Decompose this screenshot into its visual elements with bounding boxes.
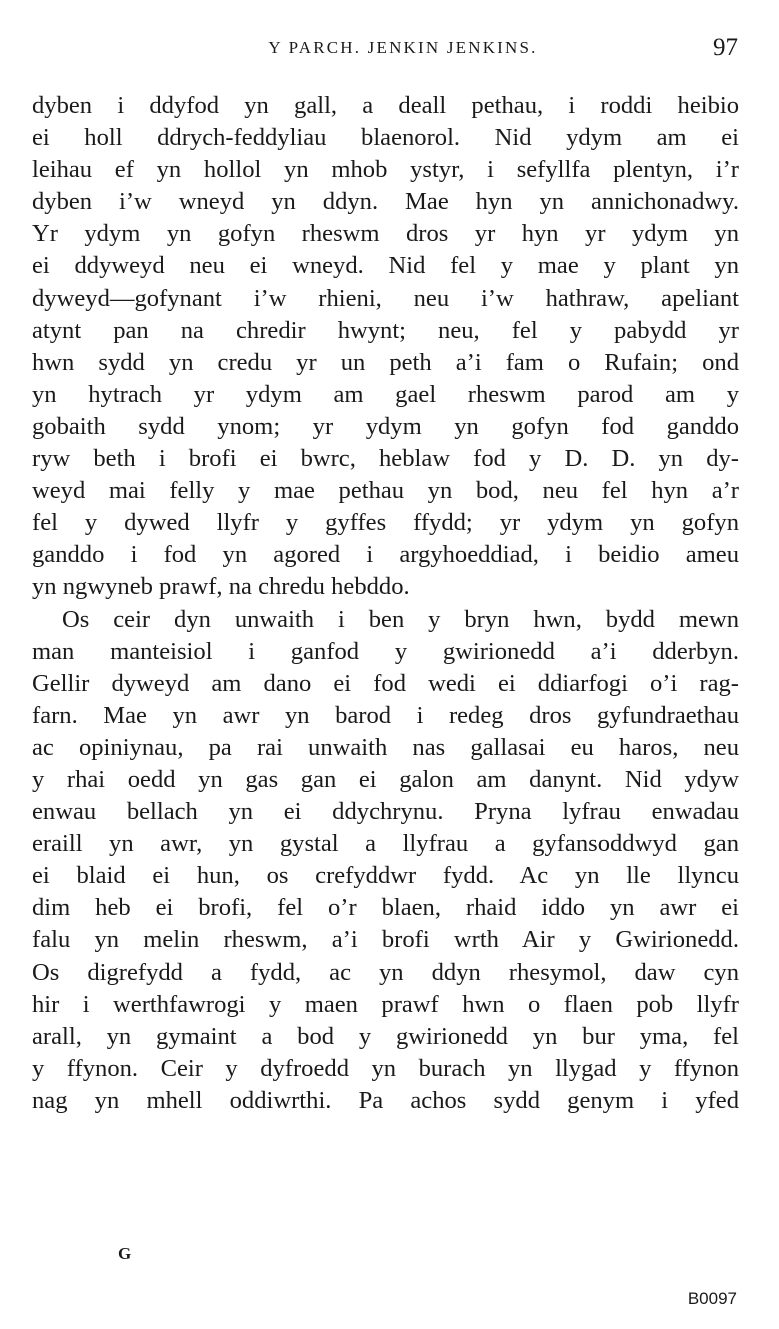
running-title: Y PARCH. JENKIN JENKINS. <box>268 38 538 57</box>
text-line: farn. Mae yn awr yn barod i redeg dros gyfundraethau <box>32 701 739 729</box>
text-line: fel y dywed llyfr y gyffes ffydd; yr ydym yn gofyn <box>32 509 739 537</box>
page-number: 97 <box>713 34 738 61</box>
text-line: falu yn melin rheswm, a’i brofi wrth Air y Gwirionedd. <box>32 926 739 954</box>
text-line: nag yn mhell oddiwrthi. Pa achos sydd genym i yfed <box>32 1086 739 1114</box>
text-line: gobaith sydd ynom; yr ydym yn gofyn fod ganddo <box>32 412 739 440</box>
text-line: eraill yn awr, yn gystal a llyfrau a gyfansoddwyd gan <box>32 830 739 858</box>
text-line: ryw beth i brofi ei bwrc, heblaw fod y D. D. yn dy- <box>32 445 739 473</box>
body-text <box>32 90 739 1117</box>
text-line: y ffynon. Ceir y dyfroedd yn burach yn llygad y ffynon <box>32 1054 739 1082</box>
paragraph <box>32 90 739 604</box>
catalog-id: B0097 <box>687 1289 737 1308</box>
text-line: ac opiniynau, pa rai unwaith nas gallasai eu haros, neu <box>32 733 739 761</box>
text-line: hir i werthfawrogi y maen prawf hwn o flaen pob llyfr <box>32 990 739 1018</box>
text-line: dim heb ei brofi, fel o’r blaen, rhaid iddo yn awr ei <box>32 894 739 922</box>
text-line: yn hytrach yr ydym am gael rheswm parod am y <box>32 380 739 408</box>
text-line: weyd mai felly y mae pethau yn bod, neu fel hyn a’r <box>32 477 739 505</box>
text-line: dyben i’w wneyd yn ddyn. Mae hyn yn annichonadwy. <box>32 188 739 216</box>
text-line: ei ddyweyd neu ei wneyd. Nid fel y mae y plant yn <box>32 252 739 280</box>
text-line: Os digrefydd a fydd, ac yn ddyn rhesymol, daw cyn <box>32 958 739 986</box>
text-line: dyben i ddyfod yn gall, a deall pethau, i roddi heibio <box>32 92 739 119</box>
text-line: y rhai oedd yn gas gan ei galon am danynt. Nid ydyw <box>32 765 739 793</box>
text-line: Gellir dyweyd am dano ei fod wedi ei ddiarfogi o’i rag- <box>32 669 739 697</box>
text-line: leihau ef yn hollol yn mhob ystyr, i sefyllfa plentyn, i’r <box>32 156 739 184</box>
text-line: arall, yn gymaint a bod y gwirionedd yn bur yma, fel <box>32 1022 739 1050</box>
signature-mark: G <box>118 1244 132 1263</box>
text-line: enwau bellach yn ei ddychrynu. Pryna lyfrau enwadau <box>32 798 739 826</box>
text-line: ei blaid ei hun, os crefyddwr fydd. Ac yn lle llyncu <box>32 862 739 890</box>
text-line: hwn sydd yn credu yr un peth a’i fam o Rufain; ond <box>32 348 739 376</box>
text-line: ei holl ddrych-feddyliau blaenorol. Nid ydym am ei <box>32 124 739 152</box>
text-line: atynt pan na chredir hwynt; neu, fel y pabydd yr <box>32 316 739 344</box>
paragraph <box>32 604 739 1118</box>
text-line: yn ngwyneb prawf, na chredu hebddo. <box>32 573 410 601</box>
text-line: dyweyd—gofynant i’w rhieni, neu i’w hathraw, apeliant <box>32 284 739 312</box>
text-line: Os ceir dyn unwaith i ben y bryn hwn, bydd mewn <box>62 605 739 633</box>
text-line: Yr ydym yn gofyn rheswm dros yr hyn yr ydym yn <box>32 220 739 248</box>
running-head <box>32 34 738 68</box>
text-line: man manteisiol i ganfod y gwirionedd a’i dderbyn. <box>32 637 739 665</box>
text-line: ganddo i fod yn agored i argyhoeddiad, i beidio ameu <box>32 541 739 569</box>
